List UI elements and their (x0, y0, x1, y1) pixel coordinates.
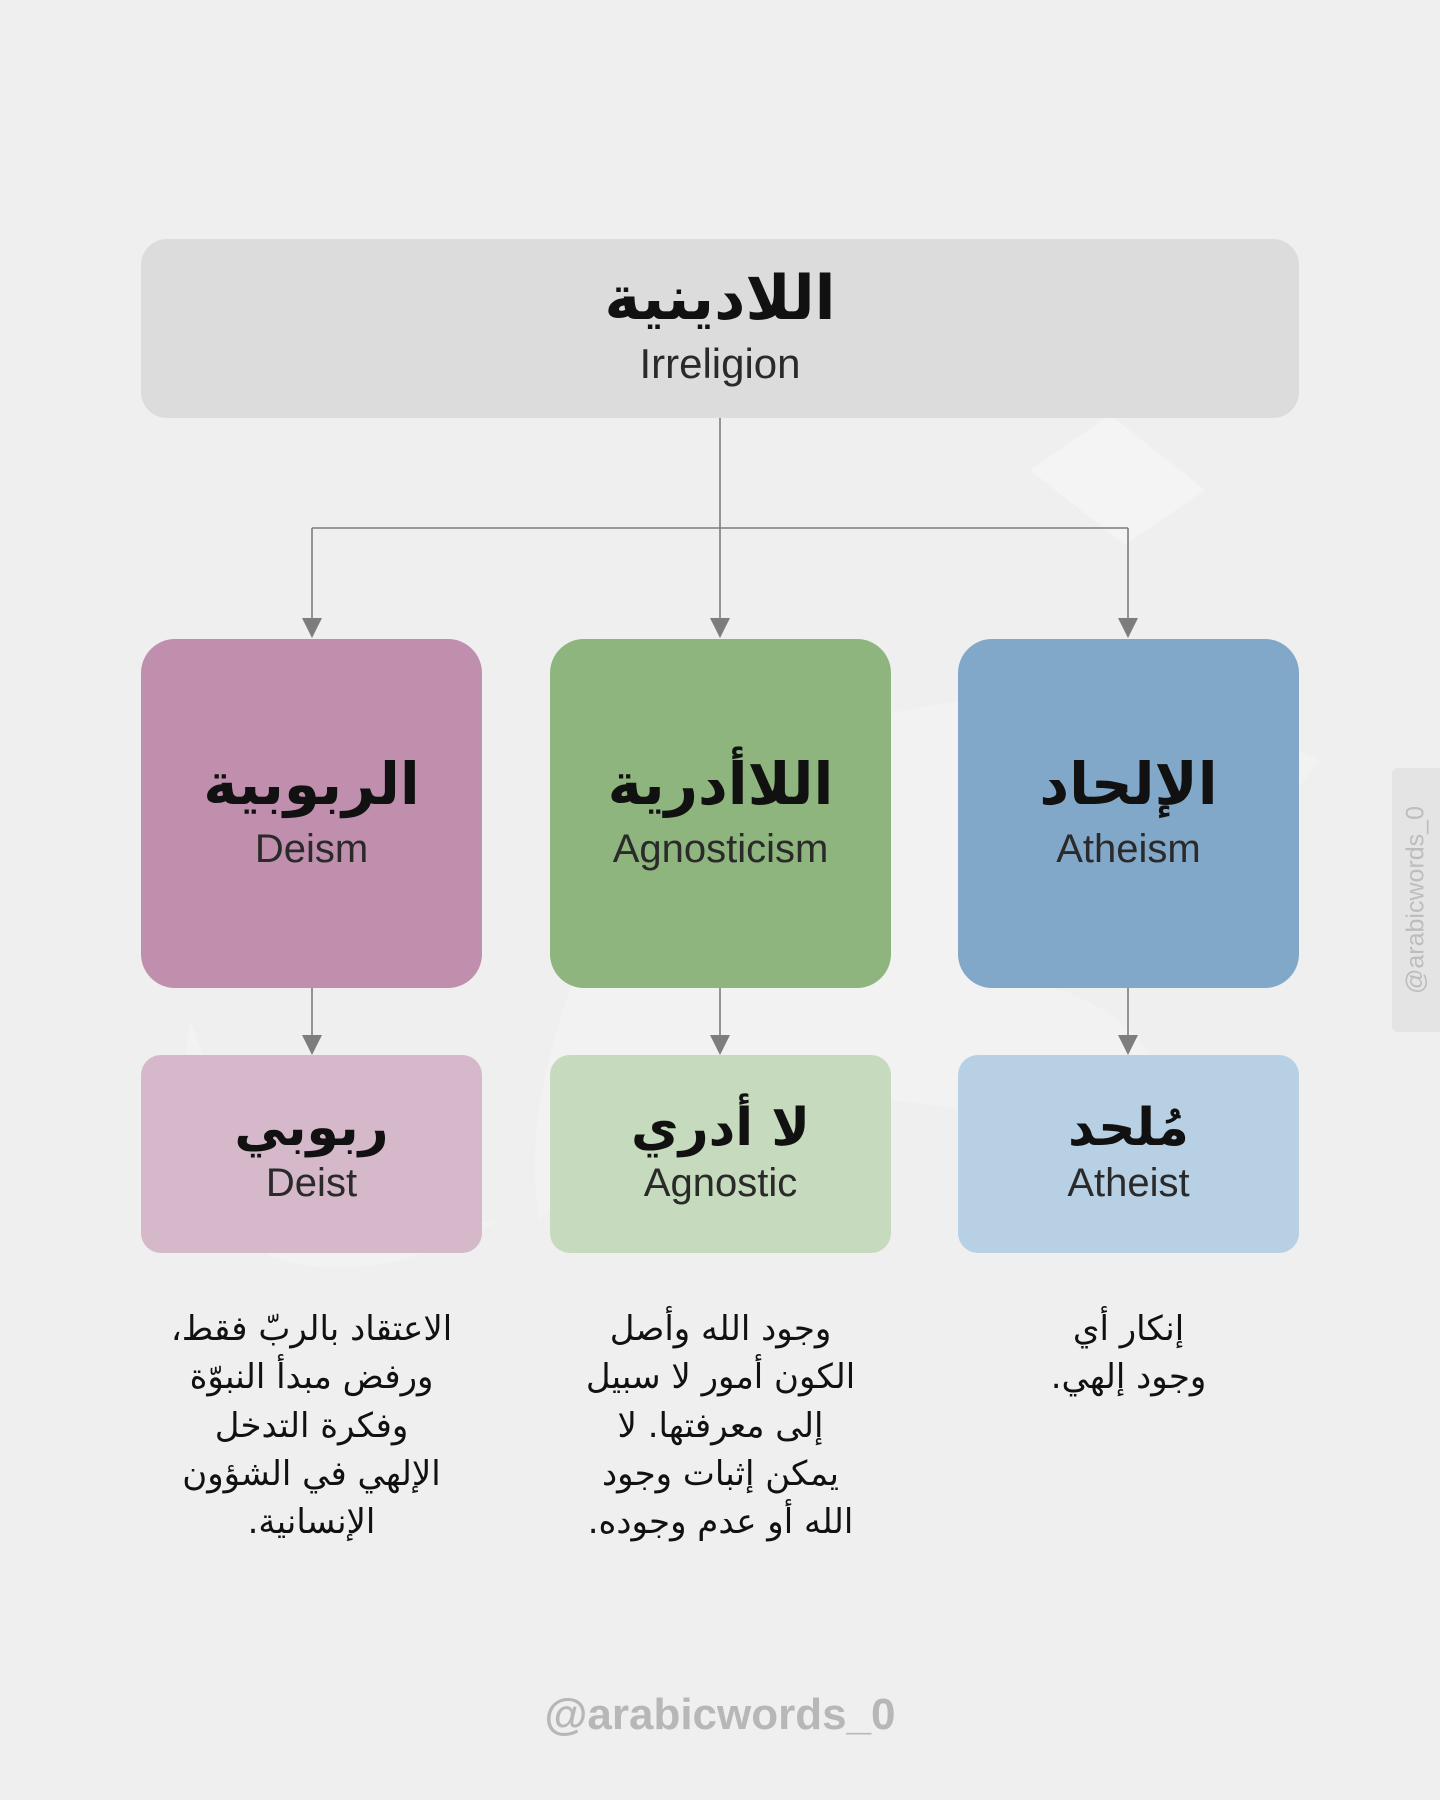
atheism-description: إنكار أي وجود إلهي. (1050, 1309, 1207, 1398)
agnosticism-description: وجود الله وأصل الكون أمور لا سبيل إلى معرفتها. لا يمكن إثبات وجود الله أو عدم وجوده. (585, 1309, 856, 1543)
deism-english-title: Deism (254, 826, 369, 871)
atheist-english-title: Atheist (1067, 1161, 1190, 1206)
agnostic-box (550, 1055, 891, 1253)
deism-box (141, 639, 482, 988)
side-watermark-text: @arabicwords_0 (1401, 806, 1430, 994)
deism-arrowhead (302, 618, 322, 638)
side-watermark-tab (1392, 768, 1440, 1032)
agnostic-arrowhead (710, 1035, 730, 1055)
agnosticism-english-title: Agnosticism (612, 826, 829, 871)
agnostic-arabic-title: لا أدري (631, 1097, 810, 1158)
agnosticism-box (550, 639, 891, 988)
deist-box (141, 1055, 482, 1253)
agnostic-english-title: Agnostic (643, 1161, 798, 1206)
irreligion-arabic-title: اللادينية (604, 263, 836, 335)
atheist-arabic-title: مُلحد (1068, 1097, 1189, 1158)
irreligion-box (141, 239, 1299, 418)
atheism-arrowhead (1118, 618, 1138, 638)
bottom-watermark: @arabicwords_0 (544, 1690, 896, 1739)
atheism-box (958, 639, 1299, 988)
deism-description: الاعتقاد بالربّ فقط، ورفض مبدأ النبوّة وفكرة التدخل الإلهي في الشؤون الإنسانية. (170, 1309, 453, 1543)
deist-english-title: Deist (265, 1161, 358, 1206)
agnosticism-arrowhead (710, 618, 730, 638)
deist-arrowhead (302, 1035, 322, 1055)
atheism-arabic-title: الإلحاد (1039, 750, 1218, 819)
deist-arabic-title: ربوبي (234, 1097, 389, 1158)
deism-arabic-title: الربوبية (203, 750, 420, 819)
agnosticism-arabic-title: اللاأدرية (607, 750, 834, 819)
irreligion-english-title: Irreligion (639, 340, 801, 388)
atheist-box (958, 1055, 1299, 1253)
atheism-english-title: Atheism (1056, 826, 1201, 871)
atheist-arrowhead (1118, 1035, 1138, 1055)
